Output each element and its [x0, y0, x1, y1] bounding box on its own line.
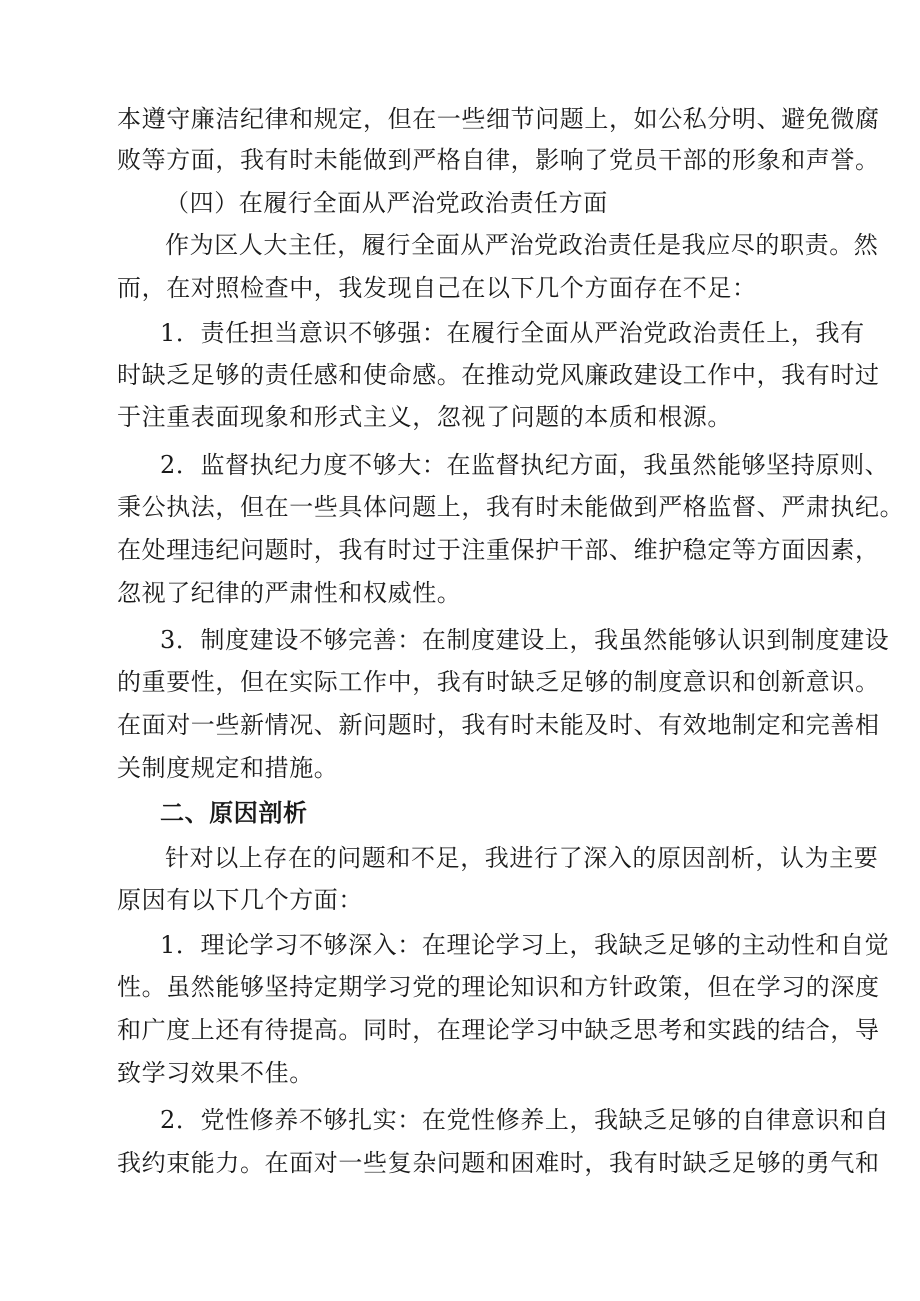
- text-line: 秉公执法，但在一些具体问题上，我有时未能做到严格监督、严肃执纪。: [117, 493, 905, 521]
- text-line: 的重要性，但在实际工作中，我有时缺乏足够的制度意识和创新意识。: [117, 668, 880, 696]
- text-line: 时缺乏足够的责任感和使命感。在推动党风廉政建设工作中，我有时过: [117, 361, 880, 389]
- text-line: 关制度规定和措施。: [117, 754, 339, 782]
- list-item-2-start: 2．监督执纪力度不够大：在监督执纪方面，我虽然能够坚持原则、: [160, 451, 890, 479]
- text-line: 忽视了纪律的严肃性和权威性。: [117, 579, 462, 607]
- text-line: 原因有以下几个方面：: [117, 886, 363, 914]
- text-line: 于注重表面现象和形式主义，忽视了问题的本质和根源。: [117, 403, 732, 431]
- cause-item-2-start: 2．党性修养不够扎实：在党性修养上，我缺乏足够的自律意识和自: [160, 1106, 890, 1134]
- section-heading-2: 二、原因剖析: [160, 799, 308, 827]
- text-line: 在面对一些新情况、新问题时，我有时未能及时、有效地制定和完善相: [117, 711, 880, 739]
- list-item-1-start: 1．责任担当意识不够强：在履行全面从严治党政治责任上，我有: [160, 319, 865, 347]
- text-line: 我约束能力。在面对一些复杂问题和困难时，我有时缺乏足够的勇气和: [117, 1149, 880, 1177]
- cause-item-1-start: 1．理论学习不够深入：在理论学习上，我缺乏足够的主动性和自觉: [160, 931, 890, 959]
- text-line: 在处理违纪问题时，我有时过于注重保护干部、维护稳定等方面因素，: [117, 536, 880, 564]
- text-line: 针对以上存在的问题和不足，我进行了深入的原因剖析，认为主要: [165, 844, 879, 872]
- list-item-3-start: 3．制度建设不够完善：在制度建设上，我虽然能够认识到制度建设: [160, 626, 890, 654]
- text-line: 性。虽然能够坚持定期学习党的理论知识和方针政策，但在学习的深度: [117, 973, 880, 1001]
- text-line: 和广度上还有待提高。同时，在理论学习中缺乏思考和实践的结合，导: [117, 1016, 880, 1044]
- section-heading-4: （四）在履行全面从严治党政治责任方面: [165, 189, 608, 217]
- text-line: 而，在对照检查中，我发现自己在以下几个方面存在不足：: [117, 274, 757, 302]
- text-line: 败等方面，我有时未能做到严格自律，影响了党员干部的形象和声誉。: [117, 146, 880, 174]
- text-line: 作为区人大主任，履行全面从严治党政治责任是我应尽的职责。然: [165, 231, 879, 259]
- text-line: 本遵守廉洁纪律和规定，但在一些细节问题上，如公私分明、避免微腐: [117, 105, 880, 133]
- text-line: 致学习效果不佳。: [117, 1059, 314, 1087]
